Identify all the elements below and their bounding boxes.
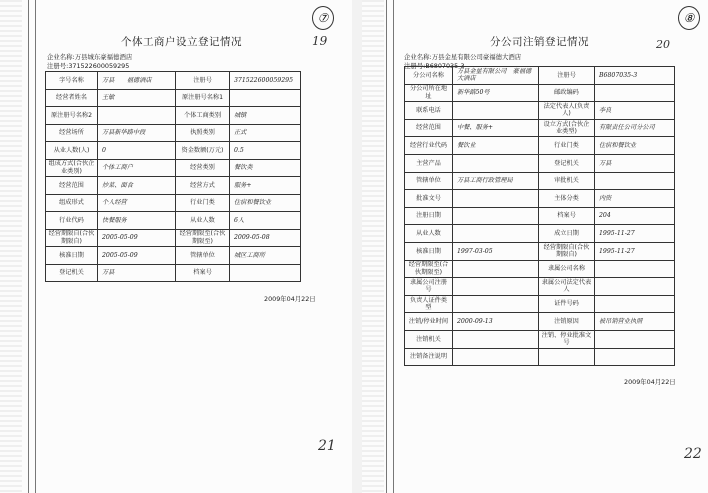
table-row bbox=[405, 278, 675, 296]
field-value: 1997-03-05 bbox=[453, 242, 539, 260]
field-value bbox=[230, 89, 301, 107]
table-row bbox=[405, 84, 675, 102]
store-name-label: 企业名称: bbox=[404, 53, 432, 61]
field-label: 经营期限自(合伙期限自) bbox=[539, 242, 595, 260]
field-label: 经营期限至(合伙期限至) bbox=[405, 260, 453, 278]
field-value: 住宿和餐饮业 bbox=[230, 194, 301, 212]
print-date: 2009年04月22日 bbox=[264, 295, 316, 303]
registration-table bbox=[45, 71, 301, 282]
margin-line bbox=[393, 0, 394, 493]
field-label: 行业门类 bbox=[539, 137, 595, 155]
reg-no-value: 371522600059295 bbox=[68, 62, 130, 70]
field-label: 执照类别 bbox=[176, 124, 230, 142]
table-row bbox=[405, 154, 675, 172]
page-title: 分公司注销登记情况 bbox=[490, 36, 589, 48]
field-label: 行业门类 bbox=[176, 194, 230, 212]
page-circle-mark: ⑦ bbox=[312, 6, 334, 30]
field-value: 2005-05-09 bbox=[98, 229, 176, 247]
field-label: 从业人数 bbox=[176, 212, 230, 230]
field-value: 万县 福德酒店 bbox=[98, 72, 176, 90]
field-label: 隶属公司法定代表人 bbox=[539, 278, 595, 296]
field-value bbox=[453, 348, 539, 366]
field-value bbox=[453, 295, 539, 313]
field-label: 注销机关 bbox=[405, 330, 453, 348]
store-name-line bbox=[47, 52, 132, 61]
field-value: 1995-11-27 bbox=[595, 242, 675, 260]
corner-handwritten-number: 19 bbox=[312, 34, 328, 48]
field-label: 法定代表人(负责人) bbox=[539, 102, 595, 120]
field-value: 2005-05-09 bbox=[98, 247, 176, 265]
field-value bbox=[595, 172, 675, 190]
field-label: 注销/停业时间 bbox=[405, 313, 453, 331]
field-value: 被吊销营业执照 bbox=[595, 313, 675, 331]
reg-no-label: 注册号: bbox=[404, 62, 426, 70]
field-label: 经营行业代码 bbox=[405, 137, 453, 155]
field-value: 王敏 bbox=[98, 89, 176, 107]
field-label: 注销备注说明 bbox=[405, 348, 453, 366]
field-label: 分公司名称 bbox=[405, 67, 453, 85]
reg-no-label: 注册号: bbox=[47, 62, 69, 70]
field-label: 经营者姓名 bbox=[46, 89, 98, 107]
field-label: 负责人证件类型 bbox=[405, 295, 453, 313]
table-row bbox=[46, 107, 301, 125]
field-value: 个人经营 bbox=[98, 194, 176, 212]
field-value bbox=[595, 260, 675, 278]
field-label: 从业人数 bbox=[405, 225, 453, 243]
table-row bbox=[46, 177, 301, 195]
field-value: 0.5 bbox=[230, 142, 301, 160]
field-label: 组成形式 bbox=[46, 194, 98, 212]
field-label: 主体分类 bbox=[539, 190, 595, 208]
field-label: 隶属公司名称 bbox=[539, 260, 595, 278]
corner-handwritten-number: 20 bbox=[656, 38, 670, 51]
field-value: 2009-05-08 bbox=[230, 229, 301, 247]
table-row bbox=[46, 159, 301, 177]
page-title: 个体工商户设立登记情况 bbox=[121, 36, 242, 48]
field-value bbox=[453, 154, 539, 172]
field-label: 设立方式(合伙企业类型) bbox=[539, 119, 595, 137]
field-value: 个体工商户 bbox=[98, 159, 176, 177]
field-value bbox=[453, 190, 539, 208]
table-row bbox=[46, 264, 301, 282]
right-page bbox=[362, 0, 708, 493]
field-label: 经营类别 bbox=[176, 159, 230, 177]
table-row bbox=[46, 247, 301, 265]
field-value: 204 bbox=[595, 207, 675, 225]
table-row bbox=[405, 260, 675, 278]
table-row bbox=[405, 190, 675, 208]
field-value bbox=[595, 330, 675, 348]
field-value: 正式 bbox=[230, 124, 301, 142]
binding-edge bbox=[362, 0, 384, 493]
field-value: 万县工商行政管理局 bbox=[453, 172, 539, 190]
field-value bbox=[453, 330, 539, 348]
table-row bbox=[405, 67, 675, 85]
table-row bbox=[46, 89, 301, 107]
margin-line bbox=[35, 0, 36, 493]
field-label: 审批机关 bbox=[539, 172, 595, 190]
table-row bbox=[405, 137, 675, 155]
table-row bbox=[46, 124, 301, 142]
field-value: 炒菜、面食 bbox=[98, 177, 176, 195]
field-value: 6人 bbox=[230, 212, 301, 230]
print-date: 2009年04月22日 bbox=[624, 378, 676, 386]
field-value bbox=[595, 84, 675, 102]
page-circle-mark: ⑧ bbox=[678, 6, 700, 30]
field-label: 邮政编码 bbox=[539, 84, 595, 102]
field-label: 原注册号名称2 bbox=[46, 107, 98, 125]
field-value bbox=[595, 295, 675, 313]
field-label: 登记机关 bbox=[539, 154, 595, 172]
table-row bbox=[46, 229, 301, 247]
field-label: 注销原因 bbox=[539, 313, 595, 331]
field-label: 行业代码 bbox=[46, 212, 98, 230]
field-value bbox=[453, 260, 539, 278]
field-label: 注册号 bbox=[539, 67, 595, 85]
field-label: 登记机关 bbox=[46, 264, 98, 282]
field-label: 注册日期 bbox=[405, 207, 453, 225]
field-value: 城镇 bbox=[230, 107, 301, 125]
field-label bbox=[539, 348, 595, 366]
field-value: 新华路50号 bbox=[453, 84, 539, 102]
field-label: 经营场所 bbox=[46, 124, 98, 142]
field-label: 经营范围 bbox=[405, 119, 453, 137]
field-value: B6807035-3 bbox=[595, 67, 675, 85]
table-row bbox=[405, 119, 675, 137]
field-value: 餐饮业 bbox=[453, 137, 539, 155]
field-value: 内资 bbox=[595, 190, 675, 208]
field-label: 经营期限至(合伙期限至) bbox=[176, 229, 230, 247]
field-label: 核准日期 bbox=[46, 247, 98, 265]
field-label: 联系电话 bbox=[405, 102, 453, 120]
field-value bbox=[453, 102, 539, 120]
field-label: 经营期限自(合伙期限自) bbox=[46, 229, 98, 247]
field-label: 资金数额(万元) bbox=[176, 142, 230, 160]
field-label: 注册号 bbox=[176, 72, 230, 90]
field-label: 注销、停业批准文号 bbox=[539, 330, 595, 348]
deregistration-table bbox=[404, 66, 675, 366]
field-value: 李良 bbox=[595, 102, 675, 120]
field-value bbox=[453, 207, 539, 225]
page-number: 21 bbox=[318, 438, 336, 454]
field-value: 住宿和餐饮业 bbox=[595, 137, 675, 155]
table-row bbox=[405, 330, 675, 348]
field-value: 万县金星有限公司 豪福德大酒店 bbox=[453, 67, 539, 85]
field-label: 分公司所在地址 bbox=[405, 84, 453, 102]
margin-line bbox=[386, 0, 387, 493]
table-row bbox=[46, 72, 301, 90]
field-label: 字号名称 bbox=[46, 72, 98, 90]
table-row bbox=[405, 225, 675, 243]
binding-edge bbox=[0, 0, 22, 493]
field-value: 有限责任公司分公司 bbox=[595, 119, 675, 137]
field-label: 档案号 bbox=[176, 264, 230, 282]
field-label: 组成方式(合伙企业类别) bbox=[46, 159, 98, 177]
field-value bbox=[453, 278, 539, 296]
table-row bbox=[405, 102, 675, 120]
field-label: 管辖单位 bbox=[405, 172, 453, 190]
margin-line bbox=[28, 0, 29, 493]
store-name-value: 万县金星有限公司豪福德大酒店 bbox=[431, 53, 522, 61]
store-name-line bbox=[404, 52, 521, 61]
field-label: 主营产品 bbox=[405, 154, 453, 172]
table-row bbox=[405, 348, 675, 366]
field-label: 经营方式 bbox=[176, 177, 230, 195]
field-label: 个体工商类别 bbox=[176, 107, 230, 125]
table-row bbox=[405, 313, 675, 331]
field-value: 万县 bbox=[98, 264, 176, 282]
field-label: 经营范围 bbox=[46, 177, 98, 195]
field-label: 隶属公司注册号 bbox=[405, 278, 453, 296]
store-name-value: 万县城东豪福德酒店 bbox=[74, 53, 133, 61]
field-label: 管辖单位 bbox=[176, 247, 230, 265]
table-row bbox=[46, 142, 301, 160]
table-row bbox=[46, 194, 301, 212]
page-number: 22 bbox=[684, 446, 702, 462]
table-row bbox=[405, 207, 675, 225]
table-row bbox=[405, 295, 675, 313]
field-label: 证件号码 bbox=[539, 295, 595, 313]
page-gutter bbox=[352, 0, 362, 493]
field-value: 1995-11-27 bbox=[595, 225, 675, 243]
field-value: 服务+ bbox=[230, 177, 301, 195]
field-value: 万县新华路中段 bbox=[98, 124, 176, 142]
field-value: 万县 bbox=[595, 154, 675, 172]
field-label: 成立日期 bbox=[539, 225, 595, 243]
reg-no-line bbox=[47, 61, 129, 70]
store-name-label: 企业名称: bbox=[47, 53, 75, 61]
table-row bbox=[405, 172, 675, 190]
field-value bbox=[595, 348, 675, 366]
field-value bbox=[98, 107, 176, 125]
field-value: 城区工商所 bbox=[230, 247, 301, 265]
field-value bbox=[230, 264, 301, 282]
field-label: 原注册号名称1 bbox=[176, 89, 230, 107]
reg-no-value: B6807035-3 bbox=[425, 62, 465, 70]
field-value: 0 bbox=[98, 142, 176, 160]
field-value: 中餐、服务+ bbox=[453, 119, 539, 137]
field-value: 2000-09-13 bbox=[453, 313, 539, 331]
field-label: 批准文号 bbox=[405, 190, 453, 208]
field-value: 快餐服务 bbox=[98, 212, 176, 230]
field-value: 餐饮类 bbox=[230, 159, 301, 177]
field-value: 371522600059295 bbox=[230, 72, 301, 90]
table-row bbox=[405, 242, 675, 260]
field-label: 从业人数(人) bbox=[46, 142, 98, 160]
field-value bbox=[453, 225, 539, 243]
table-row bbox=[46, 212, 301, 230]
left-page bbox=[0, 0, 352, 493]
field-label: 核准日期 bbox=[405, 242, 453, 260]
field-label: 档案号 bbox=[539, 207, 595, 225]
field-value bbox=[595, 278, 675, 296]
